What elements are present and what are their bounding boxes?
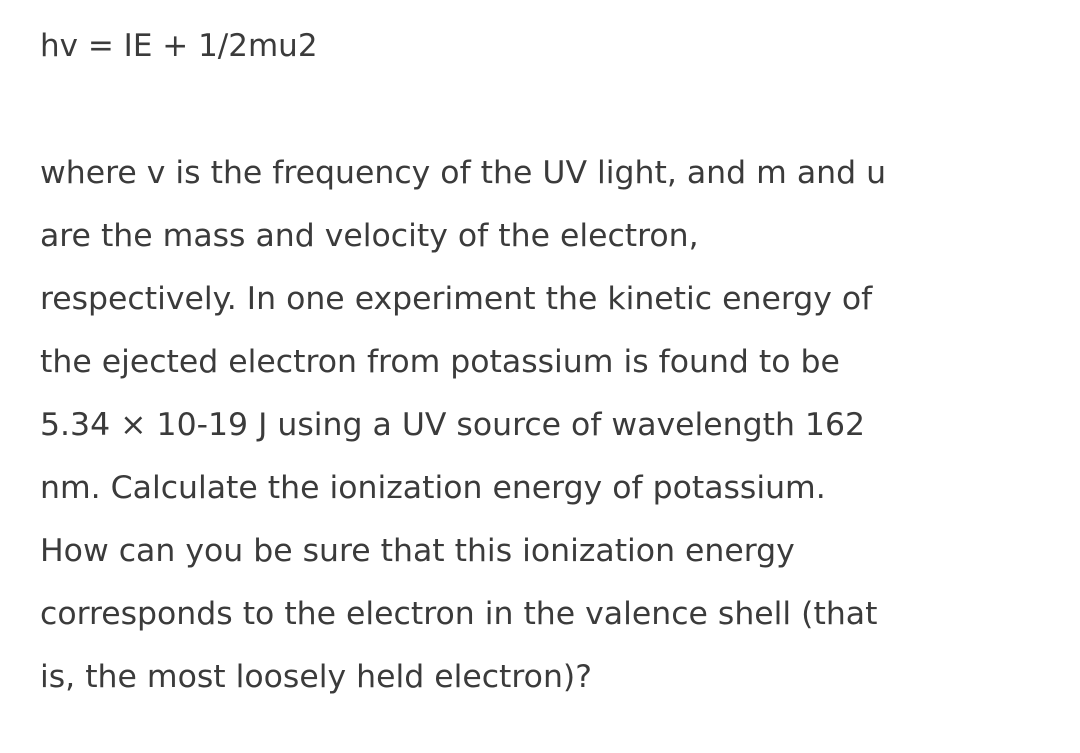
paragraph-line: nm. Calculate the ionization energy of potassium. [40,470,826,506]
equation-text: hv = IE + 1/2mu2 [40,28,318,64]
paragraph-line: 5.34 × 10-19 J using a UV source of wavelength 162 [40,407,866,443]
paragraph-line: is, the most loosely held electron)? [40,659,592,695]
paragraph-line: corresponds to the electron in the valence shell (that [40,596,878,632]
paragraph-line: where v is the frequency of the UV light, and m and u [40,155,887,191]
paragraph-line: How can you be sure that this ionization energy [40,533,795,569]
problem-paragraph [40,142,1070,709]
paragraph-line: the ejected electron from potassium is found to be [40,344,840,380]
paragraph-line: are the mass and velocity of the electron, [40,218,699,254]
paragraph-line: respectively. In one experiment the kinetic energy of [40,281,873,317]
